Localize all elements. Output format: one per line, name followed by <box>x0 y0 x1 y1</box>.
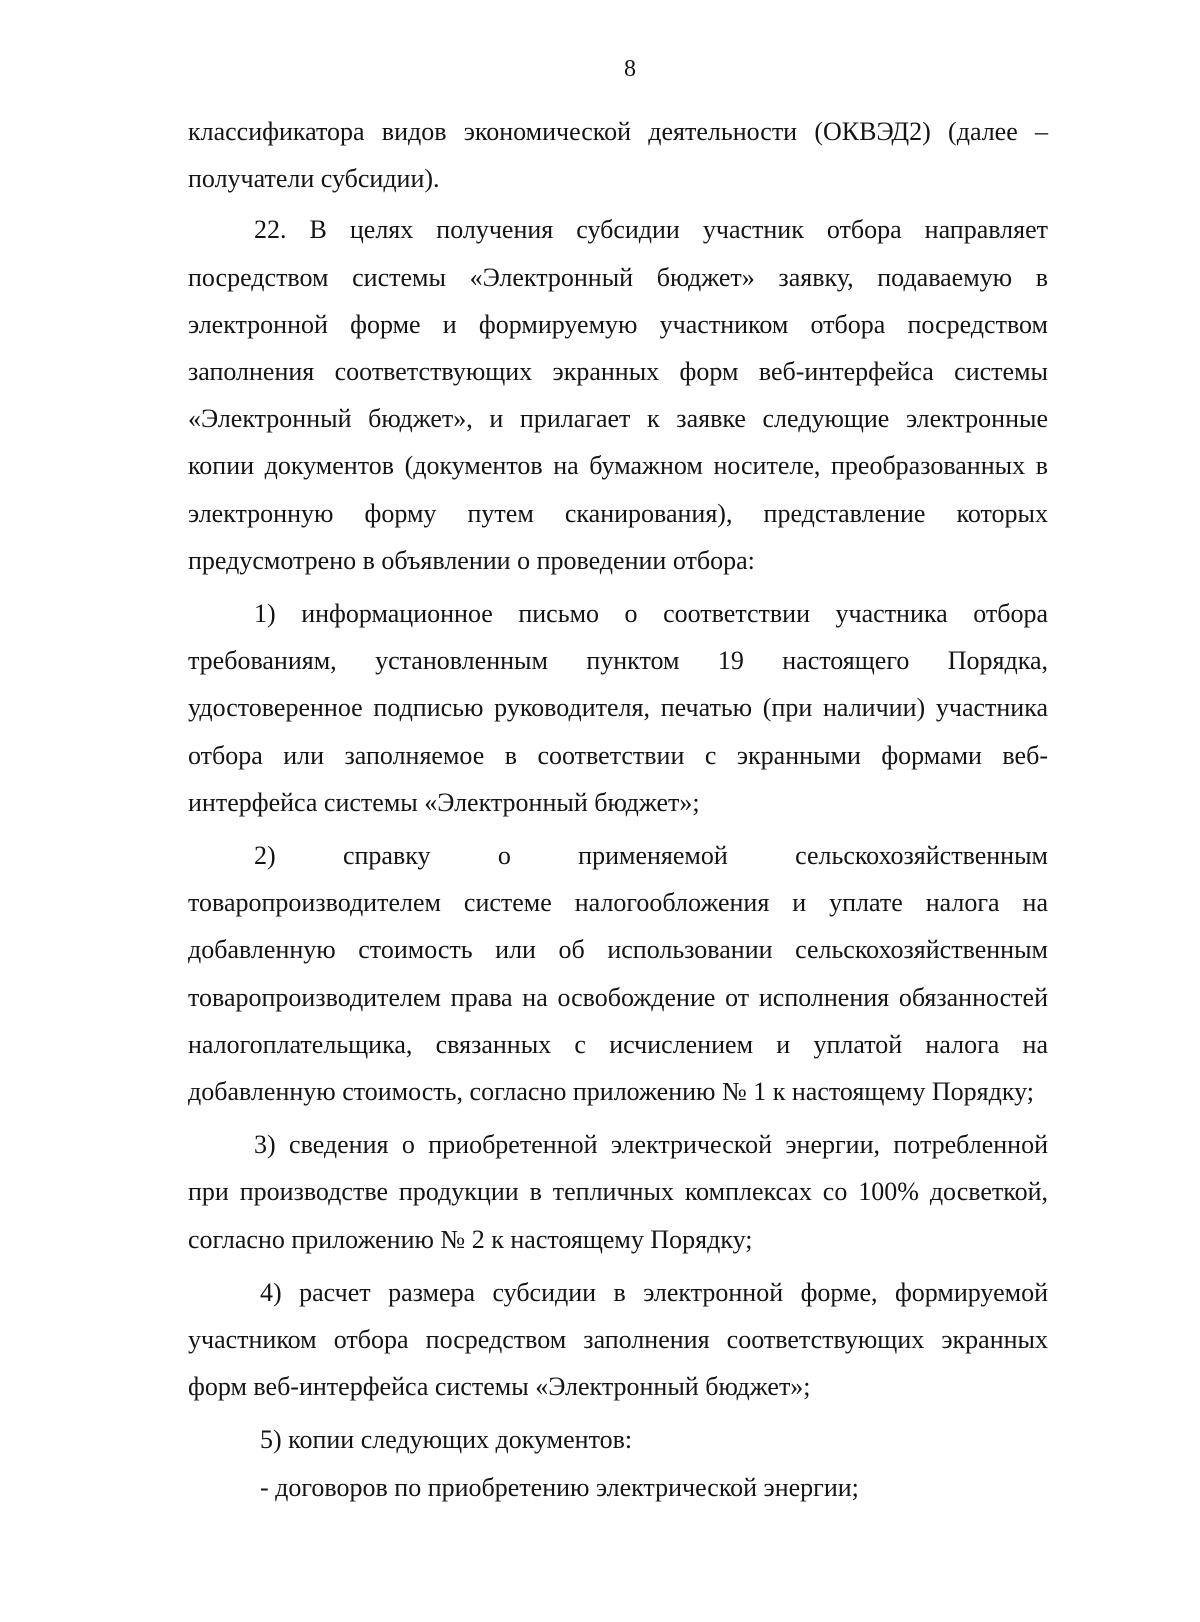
paragraph-subitem-2: 2) справку о применяемой сельскохозяйственным товаропроизводителем системе налогообложения и уплате налога на добавленную стоимость или об использовании сельскохозяйственным товаропроизводителем права на освобождение от исполнения обязанностей налогоплательщика, связанных с исчислением и уплатой налога на добавленную стоимость, согласно приложению № 1 к настоящему Порядку; <box>188 841 1048 1107</box>
paragraph-item-22: 22. В целях получения субсидии участник отбора направляет посредством системы «Электронный бюджет» заявку, подаваемую в электронной форме и формируемую участником отбора посредством заполнения соответствующих экранных форм веб-интерфейса системы «Электронный бюджет», и прилагает к заявке следующие электронные копии документов (документов на бумажном носителе, преобразованных в электронную форму путем сканирования), представление которых предусмотрено в объявлении о проведении отбора: <box>188 215 1048 575</box>
paragraph-subitem-3: 3) сведения о приобретенной электрической энергии, потребленной при производстве продукции в тепличных комплексах со 100% досветкой, согласно приложению № 2 к настоящему Порядку; <box>188 1130 1048 1254</box>
paragraph-subitem-4: 4) расчет размера субсидии в электронной форме, формируемой участником отбора посредством заполнения соответствующих экранных форм веб-интерфейса системы «Электронный бюджет»; <box>188 1277 1048 1402</box>
paragraph-subitem-1: 1) информационное письмо о соответствии участника отбора требованиям, установленным пунктом 19 настоящего Порядка, удостоверенное подписью руководителя, печатью (при наличии) участника отбора или заполняемое в соответствии с экранными формами веб-интерфейса системы «Электронный бюджет»; <box>188 599 1048 817</box>
document-body <box>188 108 1048 1511</box>
paragraph-contracts-bullet: - договоров по приобретению электрической энергии; <box>260 1472 859 1502</box>
page-number: 8 <box>624 56 636 82</box>
paragraph-subitem-5: 5) копии следующих документов: <box>260 1425 633 1455</box>
paragraph-okved-continuation: классификатора видов экономической деятельности (ОКВЭД2) (далее – получатели субсидии). <box>188 117 1048 194</box>
